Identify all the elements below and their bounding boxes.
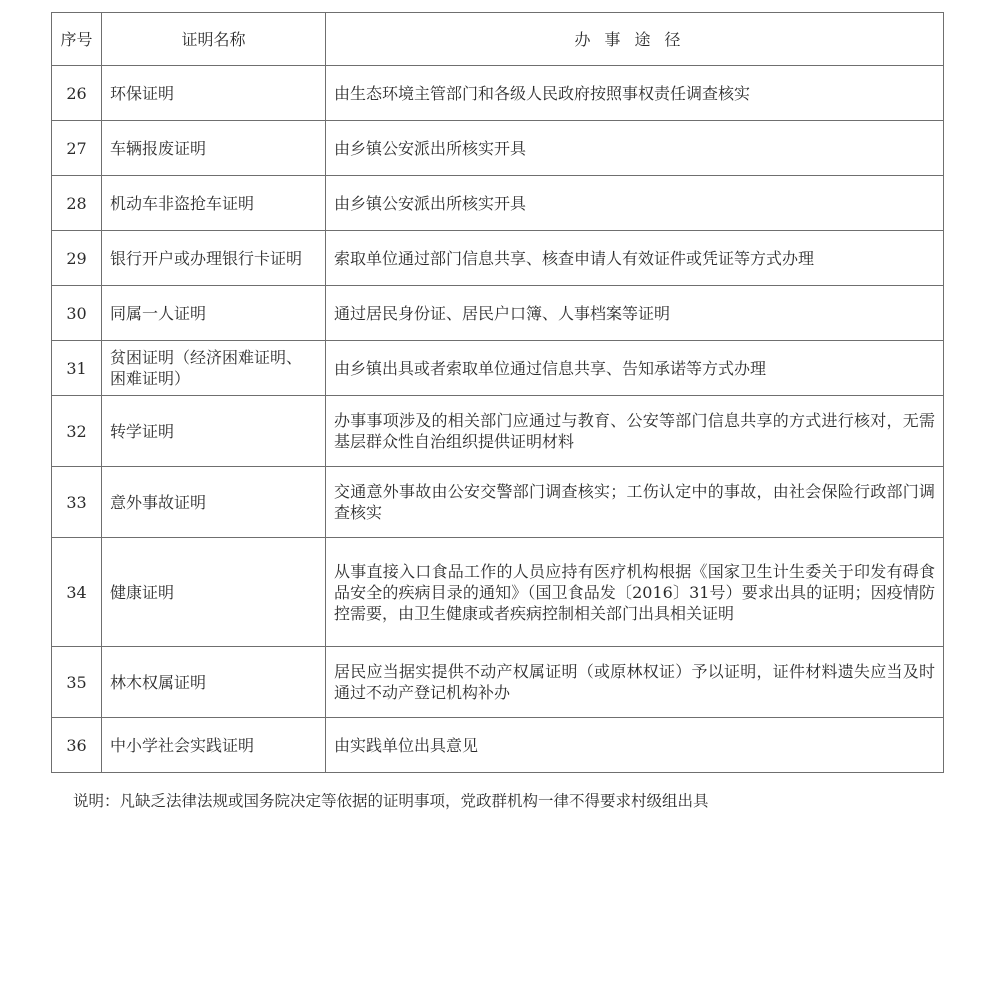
row-number: 27	[52, 121, 102, 176]
handling-method: 交通意外事故由公安交警部门调查核实；工伤认定中的事故，由社会保险行政部门调查核实	[326, 467, 944, 538]
handling-method: 办事事项涉及的相关部门应通过与教育、公安等部门信息共享的方式进行核对，无需基层群众性自治组织提供证明材料	[326, 396, 944, 467]
handling-method: 由生态环境主管部门和各级人民政府按照事权责任调查核实	[326, 66, 944, 121]
header-certificate-name: 证明名称	[102, 13, 326, 66]
row-number: 33	[52, 467, 102, 538]
handling-method: 通过居民身份证、居民户口簿、人事档案等证明	[326, 286, 944, 341]
certificate-name: 贫困证明（经济困难证明、困难证明）	[102, 341, 326, 396]
handling-method: 索取单位通过部门信息共享、核查申请人有效证件或凭证等方式办理	[326, 231, 944, 286]
row-number: 30	[52, 286, 102, 341]
table-row	[52, 231, 944, 286]
certificate-name: 同属一人证明	[102, 286, 326, 341]
row-number: 28	[52, 176, 102, 231]
certificate-name: 银行开户或办理银行卡证明	[102, 231, 326, 286]
footnote: 说明：凡缺乏法律法规或国务院决定等依据的证明事项，党政群机构一律不得要求村级组出具	[73, 792, 709, 810]
row-number: 34	[52, 538, 102, 647]
table-row	[52, 396, 944, 467]
certificate-name: 机动车非盗抢车证明	[102, 176, 326, 231]
handling-method: 从事直接入口食品工作的人员应持有医疗机构根据《国家卫生计生委关于印发有碍食品安全的疾病目录的通知》（国卫食品发〔2016〕31号）要求出具的证明；因疫情防控需要，由卫生健康或者疾病控制相关部门出具相关证明	[326, 538, 944, 647]
row-number: 31	[52, 341, 102, 396]
header-handling-method: 办事途径	[326, 13, 944, 66]
certificate-name: 环保证明	[102, 66, 326, 121]
certificate-name: 车辆报废证明	[102, 121, 326, 176]
table-row	[52, 121, 944, 176]
table-row	[52, 718, 944, 773]
handling-method: 由乡镇公安派出所核实开具	[326, 176, 944, 231]
row-number: 26	[52, 66, 102, 121]
table-row	[52, 286, 944, 341]
certificate-name: 中小学社会实践证明	[102, 718, 326, 773]
certificate-name: 健康证明	[102, 538, 326, 647]
row-number: 29	[52, 231, 102, 286]
table-row	[52, 467, 944, 538]
certificate-name: 林木权属证明	[102, 647, 326, 718]
table-row	[52, 176, 944, 231]
certificate-name: 意外事故证明	[102, 467, 326, 538]
handling-method: 居民应当据实提供不动产权属证明（或原林权证）予以证明，证件材料遗失应当及时通过不动产登记机构补办	[326, 647, 944, 718]
table-row	[52, 341, 944, 396]
handling-method: 由乡镇出具或者索取单位通过信息共享、告知承诺等方式办理	[326, 341, 944, 396]
table-row	[52, 647, 944, 718]
table-header-row	[52, 13, 944, 66]
row-number: 32	[52, 396, 102, 467]
certificate-name: 转学证明	[102, 396, 326, 467]
table-row	[52, 66, 944, 121]
certificate-table	[51, 12, 944, 773]
table-row	[52, 538, 944, 647]
row-number: 36	[52, 718, 102, 773]
header-serial-number: 序号	[52, 13, 102, 66]
handling-method: 由乡镇公安派出所核实开具	[326, 121, 944, 176]
row-number: 35	[52, 647, 102, 718]
handling-method: 由实践单位出具意见	[326, 718, 944, 773]
